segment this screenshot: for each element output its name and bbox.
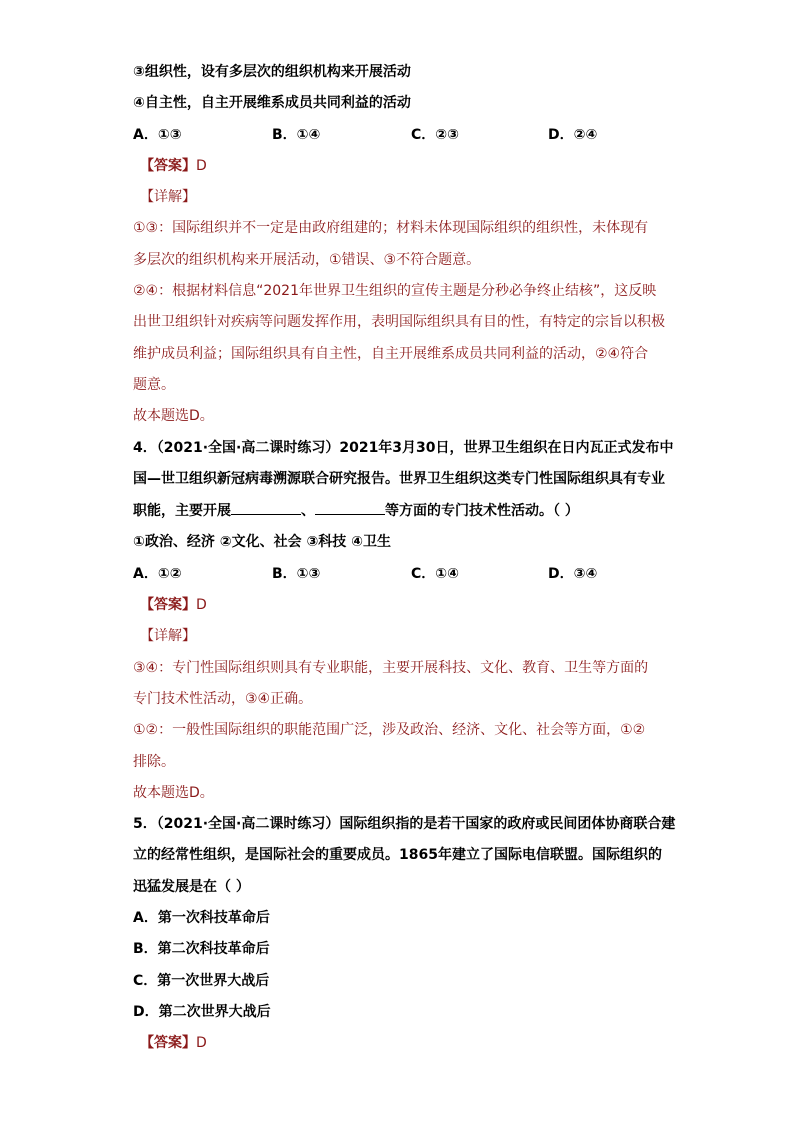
statement-4: ④自主性，自主开展维系成员共同利益的活动 (133, 95, 411, 112)
q4-options (133, 564, 663, 584)
q4-explain-line: 排除。 (133, 753, 175, 770)
q3-explain-line: 维护成员利益；国际组织具有自主性，自主开展维系成员共同利益的活动，②④符合 (133, 345, 649, 362)
q5-option-a: A．第一次科技革命后 (133, 910, 270, 927)
fill-blank (315, 500, 385, 515)
q3-options (133, 125, 663, 145)
q4-option-b: B．①③ (272, 565, 321, 582)
q4-option-d: D．③④ (548, 565, 598, 582)
q4-option-c: C．①④ (411, 565, 459, 582)
q3-option-b: B．①④ (272, 126, 321, 143)
q4-explain-line: 专门技术性活动，③④正确。 (133, 690, 313, 707)
q5-stem-line: 迅猛发展是在（ ） (133, 878, 250, 895)
q4-explain-line: ③④：专门性国际组织则具有专业职能，主要开展科技、文化、教育、卫生等方面的 (133, 659, 649, 676)
answer-label: 【答案】 (140, 597, 196, 614)
fill-blank (231, 500, 301, 515)
answer-value: D (196, 597, 207, 614)
q5-stem-line: 立的经常性组织，是国际社会的重要成员。1865年建立了国际电信联盟。国际组织的 (133, 847, 662, 864)
q4-choices: ①政治、经济 ②文化、社会 ③科技 ④卫生 (133, 534, 392, 551)
q4-conclusion: 故本题选D。 (133, 784, 214, 801)
statement-3: ③组织性，设有多层次的组织机构来开展活动 (133, 64, 411, 80)
answer-label: 【答案】 (140, 1035, 196, 1052)
q5-option-d: D．第二次世界大战后 (133, 1003, 271, 1020)
q3-explain-line: 题意。 (133, 376, 175, 393)
q5-option-b: B．第二次科技革命后 (133, 941, 270, 958)
q4-explain-label: 【详解】 (140, 628, 196, 645)
q3-explain-line: 多层次的组织机构来开展活动，①错误、③不符合题意。 (133, 251, 481, 268)
q3-explain-label: 【详解】 (140, 189, 196, 206)
answer-value: D (196, 157, 207, 174)
q4-answer (140, 595, 663, 615)
q4-stem-part: 职能，主要开展 (133, 503, 231, 520)
q5-answer (140, 1033, 663, 1053)
q5-option-c: C．第一次世界大战后 (133, 972, 270, 989)
document-page (133, 62, 676, 1065)
q3-option-a: A．①③ (133, 126, 182, 143)
q3-answer (140, 156, 663, 176)
q5-stem-line: 5．（2021·全国·高二课时练习）国际组织指的是若干国家的政府或民间团体协商联合建 (133, 816, 676, 833)
q4-stem-part: 、 (301, 503, 315, 520)
q3-explain-line: ②④：根据材料信息“2021年世界卫生组织的宣传主题是分秒必争终止结核”，这反映 (133, 283, 657, 300)
q3-option-d: D．②④ (548, 126, 598, 143)
answer-value: D (196, 1035, 207, 1052)
q4-stem-line: 国—世卫组织新冠病毒溯源联合研究报告。世界卫生组织这类专门性国际组织具有专业 (133, 470, 665, 487)
answer-label: 【答案】 (140, 157, 196, 174)
q4-stem-line: 4．（2021·全国·高二课时练习）2021年3月30日，世界卫生组织在日内瓦正式发布中 (133, 439, 674, 456)
q4-option-a: A．①② (133, 565, 182, 582)
q4-stem-part: 等方面的专门技术性活动。（ ） (385, 503, 579, 520)
q3-explain-line: 出世卫组织针对疾病等问题发挥作用，表明国际组织具有目的性，有特定的宗旨以积极 (133, 314, 665, 331)
q3-option-c: C．②③ (411, 126, 459, 143)
q4-stem-line-blanks (133, 500, 663, 521)
q3-conclusion: 故本题选D。 (133, 408, 214, 425)
q4-explain-line: ①②：一般性国际组织的职能范围广泛，涉及政治、经济、文化、社会等方面，①② (133, 722, 646, 739)
q3-explain-line: ①③：国际组织并不一定是由政府组建的；材料未体现国际组织的组织性，未体现有 (133, 220, 649, 237)
